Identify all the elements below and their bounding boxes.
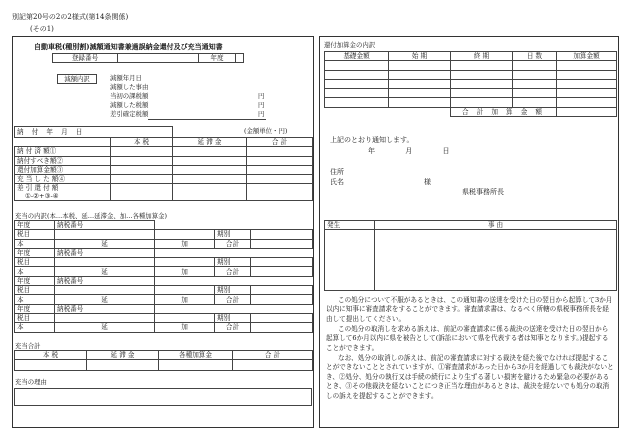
appeal-paragraph: この処分について不服があるときは、この通知書の送達を受けた日の翌日から起算して3か月以内に知事に審査請求をすることができます。審査請求書は、なるべく所轄の県税事務所長を経由して提出してください。 — [326, 296, 613, 323]
notice-date: 年 月 日 — [368, 147, 464, 155]
late-fee-label: 延 — [55, 239, 155, 248]
unit-yen-2: 円 — [258, 101, 265, 109]
reduction-section-label: 減額内訳 — [57, 74, 97, 84]
initial-tax: 当初の課税額 — [110, 92, 149, 100]
form-number: 別記第20号の2の2様式(第14条関係) — [12, 13, 129, 21]
col-base-amount: 基礎金額 — [325, 52, 389, 61]
due-date-label: 期別 — [215, 258, 251, 267]
row-refund-added: 還付加算金額③ — [15, 165, 111, 174]
payment-date-label: 納 付 年 月 日 — [15, 127, 173, 138]
tax-item-label: 税目 — [15, 313, 55, 322]
document-title: 自動車税(種別割)減額通知書兼過誤納金還付及び充当通知書 — [34, 42, 223, 51]
tax-number-label: 納税番号 — [55, 276, 155, 285]
tax-item-label: 税目 — [15, 258, 55, 267]
unit-yen-1: 円 — [258, 92, 265, 100]
allocation-title: 充当の内訳(本…本税、延…延滞金、加…各種加算金) — [15, 212, 167, 220]
allocation-total-title: 充当合計 — [15, 342, 41, 350]
tax-item-label: 税目 — [15, 286, 55, 295]
fiscal-year-label: 年度 — [15, 248, 55, 257]
col-start: 始 期 — [389, 52, 451, 61]
reduced-tax: 減額した税額 — [110, 101, 149, 109]
lawsuit-paragraph: この処分の取消しを求める訴えは、前記の審査請求に係る裁決の送達を受けた日の翌日から起算して6か月以内に県を被告として(訴訟において県を代表する者は知事となります。)提起することができます。 — [326, 325, 609, 352]
notice-line: 上記のとおり通知します。 — [330, 136, 414, 144]
added-label: 加 — [155, 267, 215, 276]
main-tax-label: 本 — [15, 239, 55, 248]
final-tax: 差引確定税額 — [110, 110, 149, 118]
row-allocated: 充 当 し た 額④ — [15, 175, 111, 184]
added-label: 加 — [155, 323, 215, 332]
col-days: 日 数 — [513, 52, 557, 61]
unit-yen-3: 円 — [258, 110, 265, 118]
late-fee-label: 延 — [55, 295, 155, 304]
exception-paragraph: なお、処分の取消しの訴えは、前記の審査請求に対する裁決を経た後でなければ提起することができないこととされていますが、①審査請求があった日から3か月を経過しても裁決がないとき、②処分、処分の執行又は手続の続行により生ずる著しい損害を避けるため緊急の必要があるとき、③その他裁決を経ないことにつき正当な理由があるときは、裁決を経ないでも処分の取消しの訴えを提起することができます。 — [326, 354, 614, 400]
refund-total-value[interactable] — [557, 107, 617, 116]
tax-number-label: 納税番号 — [55, 304, 155, 313]
row-net-refund: 差 引 還 付 額 ①-②+③-④ — [15, 184, 111, 201]
final-tax-underline — [148, 119, 266, 120]
year-label: 年度 — [199, 54, 236, 63]
refund-title: 還付加算金の内訳 — [324, 41, 376, 49]
main-tax-label: 本 — [15, 323, 55, 332]
main-tax-label: 本 — [15, 267, 55, 276]
col-late-fee: 延 滞 金 — [173, 138, 247, 147]
row-due: 納付すべき額② — [15, 156, 111, 165]
allocation-reason-box[interactable] — [14, 388, 312, 406]
refund-total-label: 合 計 加 算 金 額 — [451, 107, 557, 116]
total-sum: 合 計 — [233, 351, 313, 360]
due-date-label: 期別 — [215, 286, 251, 295]
occurrence-table — [324, 220, 617, 291]
issuer: 県税事務所長 — [462, 188, 504, 196]
late-fee-label: 延 — [55, 267, 155, 276]
reduction-date: 減額年月日 — [110, 74, 142, 82]
reason-label: 事 由 — [375, 221, 617, 230]
registration-number-value[interactable] — [118, 54, 199, 63]
occurrence-label: 発生 — [325, 221, 375, 230]
allocation-total-table — [14, 350, 313, 371]
col-end: 終 期 — [451, 52, 513, 61]
total-label: 合計 — [215, 295, 251, 304]
unit-note: (金額単位・円) — [244, 127, 288, 135]
due-date-label: 期別 — [215, 230, 251, 239]
payment-table — [14, 126, 313, 201]
col-added-amount: 加算金額 — [557, 52, 617, 61]
row-paid: 納 付 済 額① — [15, 147, 111, 156]
total-main-tax: 本 税 — [15, 351, 87, 360]
total-added: 各種加算金 — [159, 351, 233, 360]
form-part: (その1) — [30, 25, 54, 33]
fiscal-year-label: 年度 — [15, 221, 55, 230]
allocation-reason-title: 充当の理由 — [15, 378, 47, 386]
main-tax-label: 本 — [15, 295, 55, 304]
year-value[interactable] — [236, 54, 244, 63]
due-date-label: 期別 — [215, 313, 251, 322]
tax-item-label: 税目 — [15, 230, 55, 239]
honorific: 様 — [424, 178, 431, 186]
reduction-reason: 減額した事由 — [110, 83, 149, 91]
tax-number-label: 納税番号 — [55, 221, 155, 230]
col-total: 合 計 — [247, 138, 313, 147]
fiscal-year-label: 年度 — [15, 276, 55, 285]
total-late-fee: 延 滞 金 — [87, 351, 159, 360]
allocation-table — [14, 220, 313, 333]
tax-number-label: 納税番号 — [55, 248, 155, 257]
added-label: 加 — [155, 295, 215, 304]
address-label: 住所 — [330, 168, 344, 176]
name-label: 氏名 — [330, 178, 344, 186]
added-label: 加 — [155, 239, 215, 248]
registration-table — [52, 53, 244, 63]
late-fee-label: 延 — [55, 323, 155, 332]
fiscal-year-label: 年度 — [15, 304, 55, 313]
registration-number-label: 登録番号 — [53, 54, 118, 63]
total-label: 合計 — [215, 239, 251, 248]
total-label: 合計 — [215, 323, 251, 332]
refund-table — [324, 51, 617, 117]
col-main-tax: 本 税 — [111, 138, 173, 147]
total-label: 合計 — [215, 267, 251, 276]
